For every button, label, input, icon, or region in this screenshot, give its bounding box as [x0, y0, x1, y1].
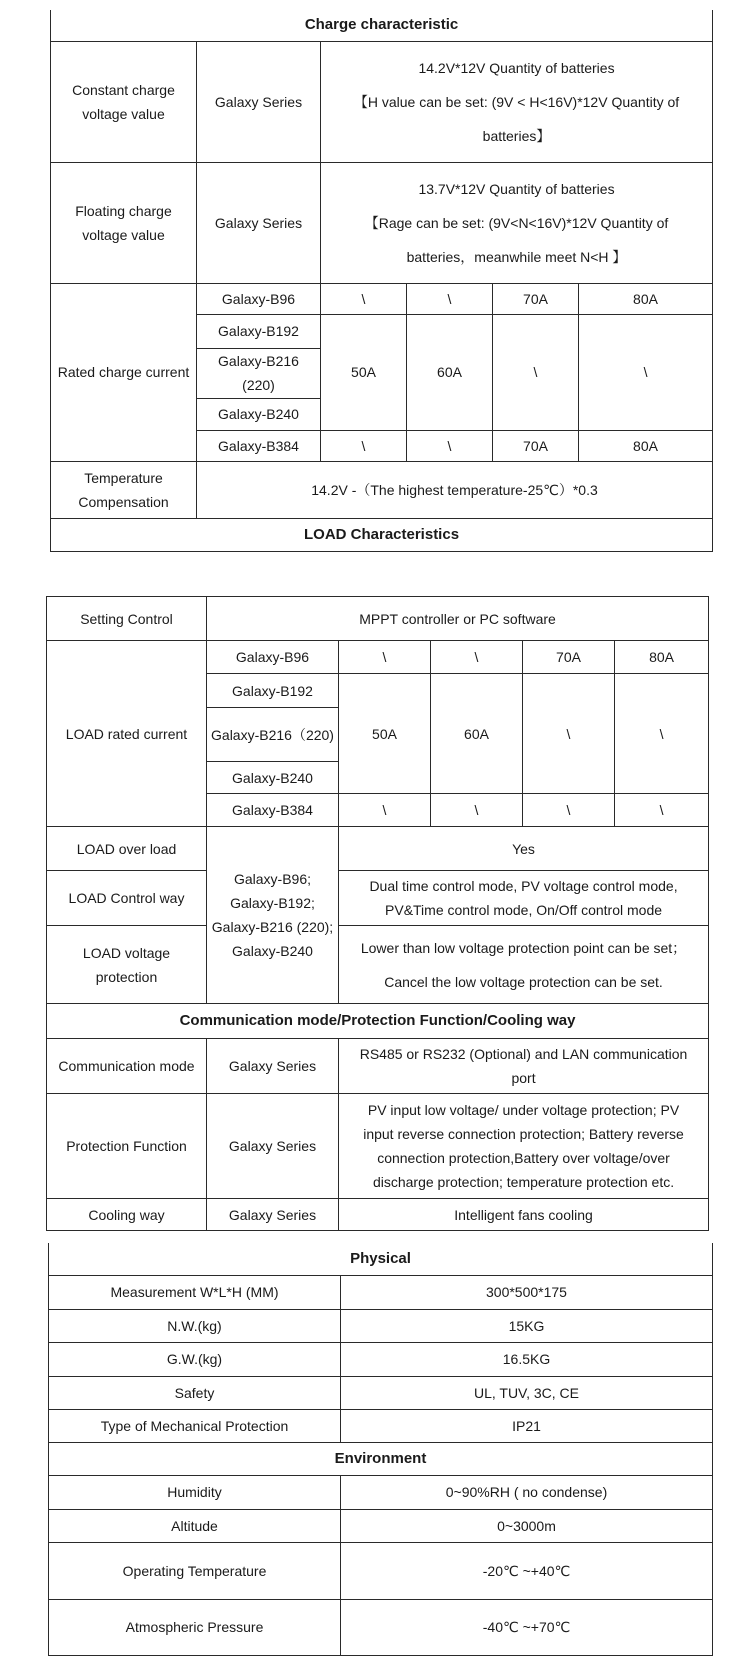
constant-line1: 14.2V*12V Quantity of batteries [418, 59, 615, 76]
comm-series: Galaxy Series [207, 1039, 339, 1094]
load-b384-model: Galaxy-B384 [207, 794, 339, 827]
protection-value [339, 1094, 709, 1199]
environment-row-label: Atmospheric Pressure [49, 1599, 341, 1655]
rated-mid-c1: 50A [321, 314, 407, 430]
overload-value: Yes [339, 827, 709, 871]
load-b96-c2: \ [431, 641, 523, 674]
environment-row-label: Humidity [49, 1475, 341, 1509]
rated-b96-c1: \ [321, 283, 407, 314]
rated-mid-c3: \ [493, 314, 579, 430]
constant-line2: 【H value can be set: (9V < H<16V)*12V Quantity of [353, 93, 680, 110]
environment-row-label: Operating Temperature [49, 1542, 341, 1599]
load-mid-c2: 60A [431, 674, 523, 794]
load-b96-c1: \ [339, 641, 431, 674]
protection-series: Galaxy Series [207, 1094, 339, 1199]
rated-b384-model: Galaxy-B384 [197, 430, 321, 461]
rated-b216-model: Galaxy-B216 (220) [197, 348, 321, 398]
charge-title: Charge characteristic [51, 10, 713, 41]
voltage-line1: Lower than low voltage protection point can be set； [360, 939, 687, 956]
rated-mid-c2: 60A [407, 314, 493, 430]
floating-series: Galaxy Series [197, 162, 321, 283]
physical-row-label: Safety [49, 1376, 341, 1409]
protection-line3: connection protection,Battery over voltage/over [377, 1150, 670, 1166]
load-table [46, 596, 709, 1231]
load-b96-c4: 80A [615, 641, 709, 674]
physical-row-label: Type of Mechanical Protection [49, 1409, 341, 1442]
rated-b384-c2: \ [407, 430, 493, 461]
control-label: LOAD Control way [47, 871, 207, 926]
floating-label: Floating charge voltage value [51, 162, 197, 283]
voltage-value [339, 926, 709, 1004]
load-b96-model: Galaxy-B96 [207, 641, 339, 674]
floating-line1: 13.7V*12V Quantity of batteries [418, 180, 615, 197]
physical-row-value: 15KG [341, 1309, 713, 1342]
control-line1: Dual time control mode, PV voltage control mode, [369, 878, 678, 894]
constant-series: Galaxy Series [197, 41, 321, 162]
protection-line1: PV input low voltage/ under voltage protection; PV [367, 1102, 680, 1118]
load-b384-c1: \ [339, 794, 431, 827]
load-model-2: Galaxy-B192; [230, 895, 315, 911]
load-mid-c3: \ [523, 674, 615, 794]
environment-row-value: -20℃ ~+40℃ [341, 1542, 713, 1599]
rated-b384-c3: 70A [493, 430, 579, 461]
voltage-line2: Cancel the low voltage protection can be set. [384, 973, 663, 990]
temp-value: 14.2V -（The highest temperature-25℃）*0.3 [197, 461, 713, 518]
setting-value: MPPT controller or PC software [207, 597, 709, 641]
floating-line3: batteries，meanwhile meet N<H 】 [406, 248, 627, 265]
rated-b96-model: Galaxy-B96 [197, 283, 321, 314]
constant-value [321, 41, 713, 162]
load-model-4: Galaxy-B240 [232, 943, 313, 959]
load-b384-c4: \ [615, 794, 709, 827]
physical-row-label: G.W.(kg) [49, 1342, 341, 1376]
cooling-label: Cooling way [47, 1199, 207, 1231]
rated-mid-c4: \ [579, 314, 713, 430]
setting-label: Setting Control [47, 597, 207, 641]
floating-line2: 【Rage can be set: (9V<N<16V)*12V Quantity of [364, 214, 669, 231]
physical-row-value: IP21 [341, 1409, 713, 1442]
comm-line2: port [511, 1070, 536, 1086]
load-title: LOAD Characteristics [51, 518, 713, 551]
overload-label: LOAD over load [47, 827, 207, 871]
charge-table [50, 10, 713, 552]
constant-line3: batteries】 [482, 127, 551, 144]
comm-title: Communication mode/Protection Function/Cooling way [47, 1004, 709, 1039]
voltage-label: LOAD voltage protection [47, 926, 207, 1004]
comm-label: Communication mode [47, 1039, 207, 1094]
physical-row-label: N.W.(kg) [49, 1309, 341, 1342]
cooling-series: Galaxy Series [207, 1199, 339, 1231]
load-model-3: Galaxy-B216 (220); [211, 919, 334, 935]
control-line2: PV&Time control mode, On/Off control mode [385, 902, 663, 918]
rated-b96-c4: 80A [579, 283, 713, 314]
floating-value [321, 162, 713, 283]
load-b216-model: Galaxy-B216（220) [207, 708, 339, 762]
rated-b192-model: Galaxy-B192 [197, 314, 321, 348]
temp-label: Temperature Compensation [51, 461, 197, 518]
physical-row-value: 300*500*175 [341, 1275, 713, 1309]
rated-b384-c1: \ [321, 430, 407, 461]
rated-b384-c4: 80A [579, 430, 713, 461]
comm-line1: RS485 or RS232 (Optional) and LAN communication [359, 1046, 688, 1062]
load-mid-c4: \ [615, 674, 709, 794]
protection-line2: input reverse connection protection; Battery reverse [363, 1126, 684, 1142]
environment-row-value: 0~90%RH ( no condense) [341, 1475, 713, 1509]
rated-b240-model: Galaxy-B240 [197, 398, 321, 430]
environment-row-label: Altitude [49, 1509, 341, 1542]
physical-row-value: UL, TUV, 3C, CE [341, 1376, 713, 1409]
load-b384-c2: \ [431, 794, 523, 827]
physical-row-label: Measurement W*L*H (MM) [49, 1275, 341, 1309]
environment-title: Environment [49, 1442, 713, 1475]
constant-label: Constant charge voltage value [51, 41, 197, 162]
load-b384-c3: \ [523, 794, 615, 827]
load-b240-model: Galaxy-B240 [207, 762, 339, 794]
protection-label: Protection Function [47, 1094, 207, 1199]
physical-title: Physical [49, 1243, 713, 1275]
physical-table [48, 1243, 713, 1656]
physical-row-value: 16.5KG [341, 1342, 713, 1376]
load-rated-label: LOAD rated current [47, 641, 207, 827]
control-value [339, 871, 709, 926]
cooling-value: Intelligent fans cooling [339, 1199, 709, 1231]
comm-value [339, 1039, 709, 1094]
rated-b96-c3: 70A [493, 283, 579, 314]
rated-charge-label: Rated charge current [51, 283, 197, 461]
load-mid-c1: 50A [339, 674, 431, 794]
load-b192-model: Galaxy-B192 [207, 674, 339, 708]
load-models [207, 827, 339, 1004]
load-b96-c3: 70A [523, 641, 615, 674]
load-model-1: Galaxy-B96; [233, 871, 312, 887]
rated-b96-c2: \ [407, 283, 493, 314]
environment-row-value: -40℃ ~+70℃ [341, 1599, 713, 1655]
environment-row-value: 0~3000m [341, 1509, 713, 1542]
protection-line4: discharge protection; temperature protection etc. [372, 1174, 675, 1190]
